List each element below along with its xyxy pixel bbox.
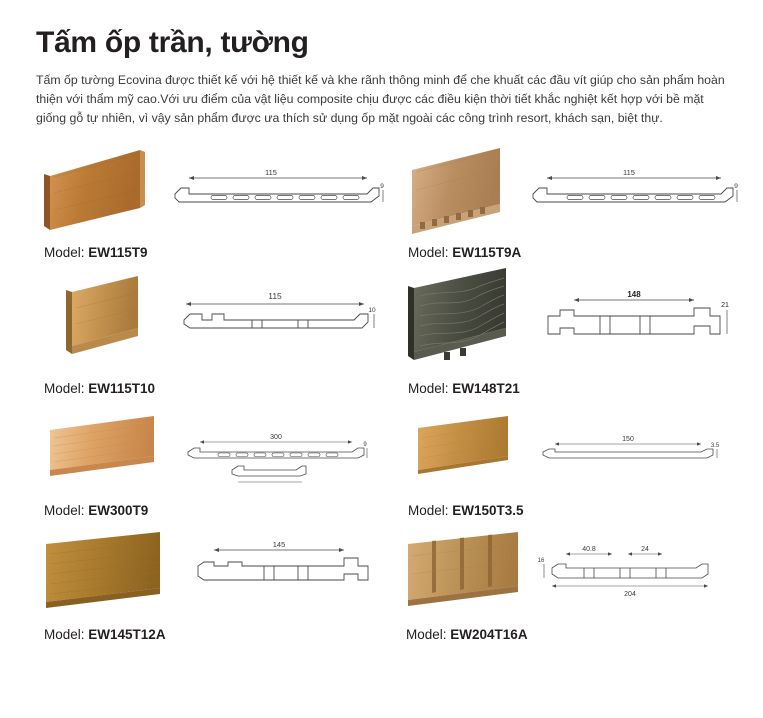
dim-width: 148: [627, 289, 641, 299]
model-code: EW300T9: [88, 502, 149, 518]
dim-thickness: 10: [368, 306, 376, 314]
product-model-label: [408, 503, 524, 518]
product-section-diagram: [178, 288, 378, 348]
dim-width: 115: [623, 167, 635, 177]
product-model-label: [406, 627, 528, 642]
product-board-image: [66, 272, 166, 362]
dim-extra-1: 40.8: [582, 545, 596, 553]
dim-thickness: 9: [380, 182, 384, 190]
product-model-label: [408, 381, 520, 396]
model-prefix: Model:: [408, 502, 453, 518]
model-code: EW115T9: [88, 244, 148, 260]
product-board-image: [406, 530, 536, 610]
dim-thickness: 3.5: [710, 442, 720, 449]
product-section-diagram: [171, 164, 386, 224]
product-board-image: [408, 146, 528, 236]
product-model-label: [44, 381, 155, 396]
product-board-image: [44, 148, 164, 234]
model-prefix: Model:: [44, 244, 89, 260]
model-prefix: Model:: [44, 626, 89, 642]
dim-width: 204: [624, 590, 636, 598]
model-code: EW115T9A: [452, 244, 522, 260]
dim-width: 300: [270, 433, 282, 441]
product-section-diagram: [186, 424, 371, 494]
model-code: EW150T3.5: [452, 502, 524, 518]
model-prefix: Model:: [44, 380, 89, 396]
product-model-label: [44, 627, 166, 642]
dim-width: 145: [272, 539, 286, 549]
model-code: EW115T10: [88, 380, 156, 396]
product-card-ew148t21: [386, 260, 736, 400]
dim-thickness: 9: [363, 441, 367, 448]
product-section-diagram: [194, 540, 384, 600]
product-model-label: [44, 503, 148, 518]
product-model-label: [44, 245, 148, 260]
product-card-ew300t9: [36, 400, 386, 520]
product-card-ew204t16a: [386, 520, 736, 644]
dim-extra-2: 24: [641, 545, 649, 553]
product-board-image: [408, 266, 538, 366]
model-prefix: Model:: [408, 380, 453, 396]
product-model-label: [408, 245, 521, 260]
dim-width: 150: [622, 435, 634, 443]
product-section-diagram: [541, 436, 721, 476]
intro-paragraph: Tấm ốp tường Ecovina được thiết kế với hệ thiết kế và khe rãnh thông minh để che khuất các đầu vít giúp cho sản phẩm hoàn thiện với thẩm mỹ cao.Với ưu điểm của vật liệu composite chịu được các điều kiện thời tiết khắc nghiệt kết hợp với bề mặt giống gỗ tự nhiên, vì vậy sản phẩm được ưa thích sử dụng ốp mặt ngoài các công trình resort, khách sạn, biệt thự.: [36, 72, 725, 125]
model-code: EW145T12A: [88, 626, 166, 642]
product-section-diagram: [529, 164, 739, 224]
product-board-image: [416, 412, 536, 482]
product-card-ew115t9: [36, 142, 386, 260]
product-card-ew150t35: [386, 400, 736, 520]
dim-width: 115: [265, 167, 277, 177]
product-card-ew145t12a: [36, 520, 386, 644]
product-board-image: [44, 530, 184, 610]
product-board-image: [48, 412, 178, 482]
product-section-diagram: [544, 290, 734, 354]
product-grid: [36, 142, 736, 644]
model-code: EW204T16A: [450, 626, 528, 642]
dim-thickness: 16: [537, 557, 545, 564]
product-section-diagram: [536, 538, 726, 600]
dim-thickness: 9: [734, 182, 738, 190]
page-title: Tấm ốp trần, tường: [36, 26, 309, 59]
model-prefix: Model:: [406, 626, 451, 642]
model-code: EW148T21: [452, 380, 520, 396]
dim-thickness: 21: [721, 301, 729, 309]
model-prefix: Model:: [408, 244, 453, 260]
product-card-ew115t9a: [386, 142, 736, 260]
product-card-ew115t10: [36, 260, 386, 400]
dim-width: 115: [268, 290, 282, 301]
model-prefix: Model:: [44, 502, 89, 518]
